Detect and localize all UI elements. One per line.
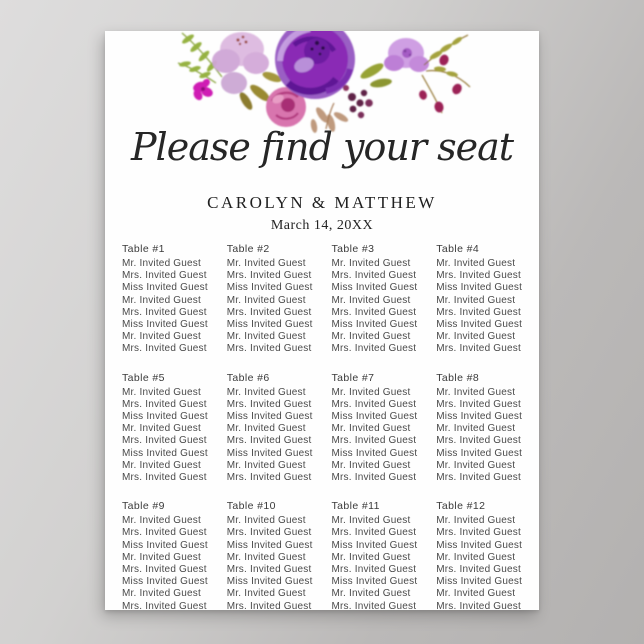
guest-name: Mr. Invited Guest: [122, 331, 201, 343]
guest-name: Mrs. Invited Guest: [436, 398, 521, 410]
guest-name: Mrs. Invited Guest: [122, 435, 207, 447]
table-label: Table #12: [436, 500, 486, 513]
guest-name: Miss Invited Guest: [436, 576, 523, 588]
guest-name: Mrs. Invited Guest: [436, 564, 521, 576]
guest-name: Mr. Invited Guest: [226, 588, 306, 600]
guest-name: Miss Invited Guest: [122, 411, 208, 423]
guest-name: Mrs. Invited Guest: [436, 343, 521, 355]
guest-name: Mr. Invited Guest: [122, 423, 201, 435]
guest-name: Mr. Invited Guest: [331, 515, 411, 527]
guest-name: Miss Invited Guest: [226, 319, 313, 331]
floral-bouquet-graphic: [176, 31, 476, 137]
guest-name: Mrs. Invited Guest: [226, 472, 312, 484]
guest-name: Mr. Invited Guest: [122, 294, 201, 306]
guest-name: Mr. Invited Guest: [436, 515, 516, 527]
guest-name: Mrs. Invited Guest: [226, 398, 312, 410]
table-label: Table #1: [122, 243, 165, 255]
guest-name: Mrs. Invited Guest: [122, 398, 207, 410]
guest-name: Mrs. Invited Guest: [436, 306, 521, 318]
guest-name: Mr. Invited Guest: [122, 588, 201, 600]
table-label: Table #2: [226, 243, 270, 255]
guest-name: Mrs. Invited Guest: [122, 527, 207, 539]
guest-name: Mrs. Invited Guest: [226, 343, 312, 355]
guest-name: Mrs. Invited Guest: [436, 600, 521, 612]
guest-name: Mr. Invited Guest: [331, 551, 411, 563]
guest-name: Mrs. Invited Guest: [122, 306, 207, 318]
guest-name: Miss Invited Guest: [122, 319, 208, 331]
guest-name: Mrs. Invited Guest: [436, 527, 521, 539]
guest-name: Mrs. Invited Guest: [122, 600, 207, 612]
guest-name: Mr. Invited Guest: [331, 386, 411, 398]
guest-name: Mrs. Invited Guest: [122, 343, 207, 355]
guest-name: Mrs. Invited Guest: [331, 343, 417, 355]
table-label: Table #5: [122, 371, 165, 384]
guest-name: Mr. Invited Guest: [436, 551, 516, 563]
guest-name: Miss Invited Guest: [436, 539, 523, 551]
guest-name: Mrs. Invited Guest: [331, 398, 417, 410]
guest-name: Mrs. Invited Guest: [226, 564, 312, 576]
guest-name: Mr. Invited Guest: [331, 294, 411, 306]
guest-name: Miss Invited Guest: [226, 447, 313, 459]
guest-name: Mrs. Invited Guest: [331, 306, 417, 318]
guest-name: Miss Invited Guest: [226, 539, 313, 551]
guest-name: Mr. Invited Guest: [436, 386, 516, 398]
guest-name: Mr. Invited Guest: [226, 551, 306, 563]
guest-name: Mrs. Invited Guest: [226, 600, 312, 612]
table-label: Table #4: [436, 243, 480, 255]
table-label: Table #9: [122, 500, 165, 513]
tables-grid: [122, 242, 535, 613]
guest-name: Miss Invited Guest: [331, 447, 418, 459]
table-block: [436, 242, 535, 356]
guest-name: Mr. Invited Guest: [436, 588, 516, 600]
table-block: [227, 499, 326, 613]
guest-name: Mr. Invited Guest: [122, 459, 201, 471]
table-block: [122, 242, 221, 356]
guest-name: Miss Invited Guest: [226, 411, 313, 423]
table-block: [436, 371, 535, 485]
guest-name: Miss Invited Guest: [122, 539, 208, 551]
guest-name: Mrs. Invited Guest: [331, 270, 417, 282]
couple-names: CAROLYN & MATTHEW: [207, 193, 437, 212]
guest-name: Mrs. Invited Guest: [122, 564, 207, 576]
guest-name: Miss Invited Guest: [226, 282, 313, 294]
guest-name: Mr. Invited Guest: [331, 331, 411, 343]
guest-name: Mr. Invited Guest: [226, 294, 306, 306]
guest-name: Mr. Invited Guest: [331, 459, 411, 471]
guest-name: Mrs. Invited Guest: [226, 435, 312, 447]
guest-name: Mrs. Invited Guest: [331, 564, 417, 576]
guest-name: Miss Invited Guest: [122, 447, 208, 459]
guest-name: Mr. Invited Guest: [226, 515, 306, 527]
guest-name: Mr. Invited Guest: [226, 423, 306, 435]
guest-name: Miss Invited Guest: [331, 282, 418, 294]
table-block: [227, 242, 326, 356]
seating-chart-poster: [105, 31, 539, 610]
table-label: Table #10: [226, 500, 276, 513]
table-block: [332, 371, 431, 485]
table-block: [122, 371, 221, 485]
guest-name: Mr. Invited Guest: [226, 386, 306, 398]
table-label: Table #3: [331, 243, 375, 255]
guest-name: Mrs. Invited Guest: [331, 435, 417, 447]
table-label: Table #8: [436, 371, 480, 384]
guest-name: Mr. Invited Guest: [122, 258, 201, 269]
guest-name: Mr. Invited Guest: [436, 459, 516, 471]
event-date: March 14, 20XX: [270, 218, 374, 233]
guest-name: Mrs. Invited Guest: [436, 270, 521, 282]
guest-name: Miss Invited Guest: [331, 411, 418, 423]
guest-name: Miss Invited Guest: [436, 411, 523, 423]
guest-name: Miss Invited Guest: [226, 576, 313, 588]
table-block: [122, 499, 221, 613]
table-block: [436, 499, 535, 613]
guest-name: Mr. Invited Guest: [226, 331, 306, 343]
guest-name: Miss Invited Guest: [436, 319, 523, 331]
guest-name: Mrs. Invited Guest: [226, 270, 312, 282]
guest-name: Miss Invited Guest: [122, 576, 208, 588]
guest-name: Miss Invited Guest: [331, 539, 418, 551]
guest-name: Mr. Invited Guest: [122, 551, 201, 563]
guest-name: Mr. Invited Guest: [436, 423, 516, 435]
guest-name: Mr. Invited Guest: [122, 515, 201, 527]
script-title: Please find your seat: [130, 125, 513, 169]
guest-name: Mr. Invited Guest: [331, 423, 411, 435]
guest-name: Mrs. Invited Guest: [331, 472, 417, 484]
guest-name: Mrs. Invited Guest: [122, 270, 207, 282]
table-block: [332, 499, 431, 613]
guest-name: Mr. Invited Guest: [226, 459, 306, 471]
guest-name: Miss Invited Guest: [436, 447, 523, 459]
table-label: Table #11: [331, 500, 380, 513]
guest-name: Mr. Invited Guest: [331, 588, 411, 600]
table-label: Table #7: [331, 371, 375, 384]
guest-name: Miss Invited Guest: [122, 282, 208, 294]
guest-name: Miss Invited Guest: [436, 282, 523, 294]
guest-name: Miss Invited Guest: [331, 576, 418, 588]
guest-name: Mr. Invited Guest: [436, 294, 516, 306]
guest-name: Mr. Invited Guest: [436, 331, 516, 343]
guest-name: Mr. Invited Guest: [436, 258, 516, 269]
table-block: [227, 371, 326, 485]
table-label: Table #6: [226, 371, 270, 384]
guest-name: Mrs. Invited Guest: [436, 435, 521, 447]
table-block: [332, 242, 431, 356]
guest-name: Mrs. Invited Guest: [226, 306, 312, 318]
guest-name: Mrs. Invited Guest: [226, 527, 312, 539]
guest-name: Miss Invited Guest: [331, 319, 418, 331]
guest-name: Mr. Invited Guest: [331, 258, 411, 269]
guest-name: Mrs. Invited Guest: [331, 600, 417, 612]
guest-name: Mrs. Invited Guest: [122, 472, 207, 484]
guest-name: Mrs. Invited Guest: [331, 527, 417, 539]
guest-name: Mrs. Invited Guest: [436, 472, 521, 484]
guest-name: Mr. Invited Guest: [226, 258, 306, 269]
guest-name: Mr. Invited Guest: [122, 386, 201, 398]
